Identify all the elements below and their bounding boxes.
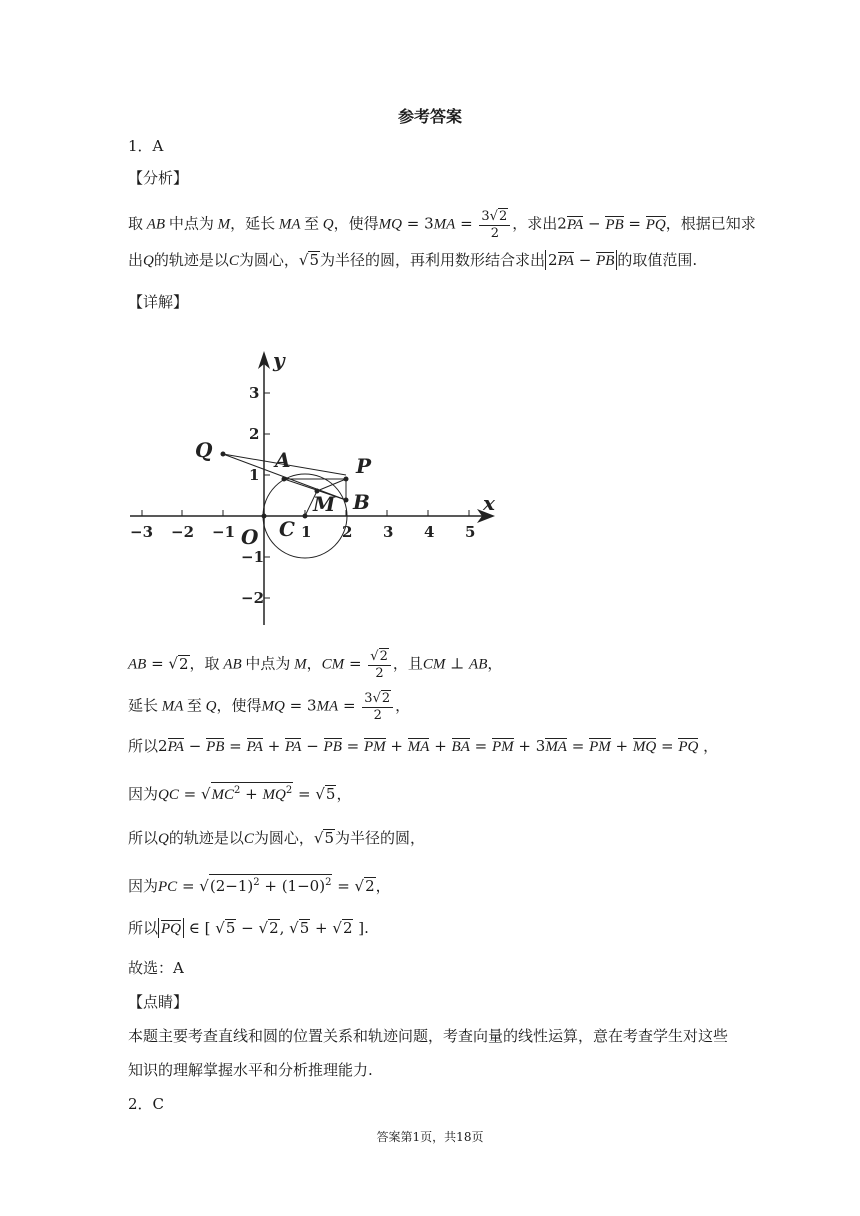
x-tick: 4 (424, 523, 435, 541)
detail-line-7: 所以 PQ ∈ [ √5 − √2, √5 + √2 ]. (128, 919, 369, 937)
page-footer: 答案第1页，共18页 (376, 1130, 484, 1144)
detail-heading: 【详解】 (128, 293, 189, 311)
x-tick: 2 (342, 523, 353, 541)
comment-heading: 【点睛】 (128, 993, 189, 1011)
x-tick: 1 (301, 523, 312, 541)
y-tick: −1 (241, 548, 265, 566)
x-tick: −3 (130, 523, 154, 541)
page-title: 参考答案 (397, 107, 462, 126)
question-1-number: 1．A (128, 137, 164, 155)
comment-line-2: 知识的理解掌握水平和分析推理能力. (128, 1061, 373, 1079)
point-label-q: Q (195, 438, 213, 462)
x-tick: −2 (171, 523, 195, 541)
detail-line-6: 因为PC = $√(2-1)^2 + (1-0)^2 = √2$， (128, 874, 391, 897)
answer-line: 故选：A (128, 959, 184, 977)
point-label-b: B (353, 490, 370, 514)
y-axis-label: y (273, 348, 285, 372)
x-tick: 5 (465, 523, 476, 541)
x-tick: 3 (383, 523, 394, 541)
question-2-number: 2．C (128, 1095, 165, 1113)
detail-line-3: 所以2PA − PB = PA + PA − PB = PM + MA + BA = PM + 3MA = PM + MQ = PQ ， (128, 737, 719, 755)
analysis-line-2: 出Q的轨迹是以C为圆心，√5为半径的圆，再利用数形结合求出 2PA − PB 的取值范围. (128, 251, 698, 269)
y-tick: −2 (241, 589, 265, 607)
point-label-a: A (275, 448, 291, 472)
detail-line-4: 因为QC = $√MC^2 + MQ^2 = √5$， (128, 782, 351, 805)
point-label-m: M (313, 492, 336, 516)
x-tick: −1 (212, 523, 236, 541)
detail-line-1: AB = √2，取 AB 中点为 M，CM = $\frac{√2}{2}$ ，且CM ⊥ AB， (128, 649, 503, 681)
x-axis-label: x (483, 491, 495, 515)
point-label-p: P (356, 454, 372, 478)
y-tick: 2 (249, 425, 260, 443)
point-label-c: C (279, 517, 295, 541)
analysis-heading: 【分析】 (128, 169, 189, 187)
point-label-o: O (241, 525, 259, 549)
analysis-line-1: 取 AB 中点为 M，延长 MA 至 Q，使得MQ = 3MA = $\frac{3√2}{2}$ ，求出2PA − PB = PQ，根据已知求 (128, 209, 756, 241)
detail-line-2: 延长 MA 至 Q，使得MQ = 3MA = $\frac{3√2}{2}$ ， (128, 691, 411, 723)
coordinate-figure (125, 345, 515, 635)
detail-line-5: 所以Q的轨迹是以C为圆心，√5为半径的圆， (128, 829, 426, 847)
comment-line-1: 本题主要考查直线和圆的位置关系和轨迹问题，考查向量的线性运算，意在考查学生对这些 (128, 1027, 729, 1045)
y-tick: 3 (249, 384, 260, 402)
y-tick: 1 (249, 466, 260, 484)
